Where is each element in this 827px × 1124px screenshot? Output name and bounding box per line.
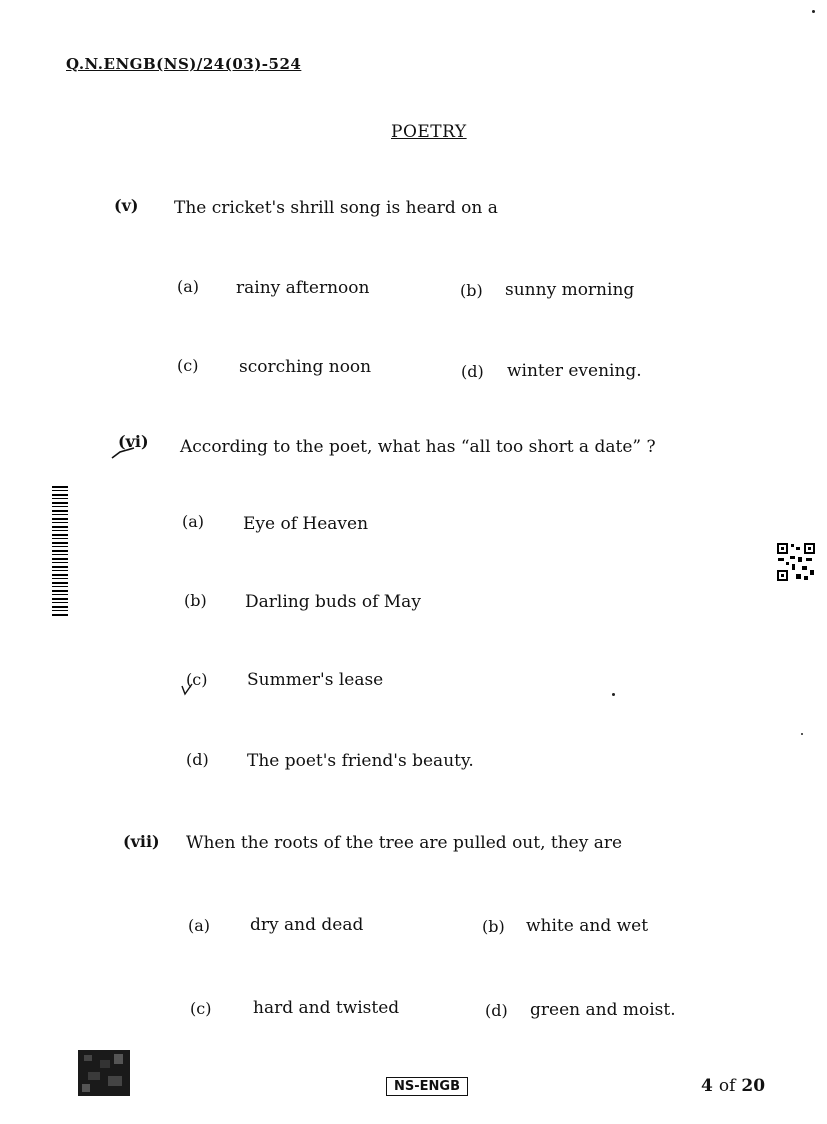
option-label: (a): [182, 512, 205, 531]
option-label: (c): [190, 999, 212, 1018]
question-text: The cricket's shrill song is heard on a: [174, 198, 498, 218]
option-label: (a): [177, 277, 200, 296]
option-text: sunny morning: [505, 280, 635, 300]
option-text: Darling buds of May: [245, 592, 421, 612]
question-number: (vii): [123, 832, 160, 851]
qr-code-icon: [776, 542, 816, 582]
scan-speck: [801, 733, 803, 735]
option-label: (b): [460, 281, 483, 300]
page-of: of: [718, 1076, 736, 1096]
question-text: According to the poet, what has “all too short a date” ?: [180, 437, 656, 457]
tick-mark-icon: [110, 446, 136, 460]
option-text: Summer's lease: [247, 670, 384, 690]
page-number: [701, 1076, 765, 1096]
option-label: (d): [186, 750, 209, 769]
question-number: (v): [114, 196, 139, 215]
option-text: winter evening.: [507, 361, 642, 381]
option-label: (c): [177, 356, 199, 375]
tick-mark-icon: [180, 682, 194, 696]
question-number: (vi): [118, 432, 149, 451]
option-label: (a): [188, 916, 211, 935]
option-label: (b): [482, 917, 505, 936]
option-text: white and wet: [526, 916, 649, 936]
option-text: dry and dead: [250, 915, 364, 935]
option-label: (d): [461, 362, 484, 381]
option-text: scorching noon: [239, 357, 372, 377]
page-total: 20: [741, 1076, 766, 1096]
option-text: hard and twisted: [253, 998, 400, 1018]
option-text: green and moist.: [530, 1000, 676, 1020]
section-title: POETRY: [391, 122, 467, 142]
page-current: 4: [701, 1076, 713, 1096]
scan-speck: [612, 693, 615, 696]
barcode-icon: [52, 486, 68, 616]
scan-stamp-icon: [78, 1050, 130, 1096]
option-text: The poet's friend's beauty.: [247, 751, 474, 771]
option-text: rainy afternoon: [236, 278, 370, 298]
option-label: (b): [184, 591, 207, 610]
scan-speck: [812, 10, 815, 13]
question-text: When the roots of the tree are pulled out, they are: [186, 833, 623, 853]
option-label: (c): [186, 670, 208, 689]
option-label: (d): [485, 1001, 508, 1020]
question-paper-code: Q.N.ENGB(NS)/24(03)-524: [66, 55, 302, 73]
option-text: Eye of Heaven: [243, 514, 369, 534]
footer-subject-code: NS-ENGB: [386, 1077, 468, 1096]
